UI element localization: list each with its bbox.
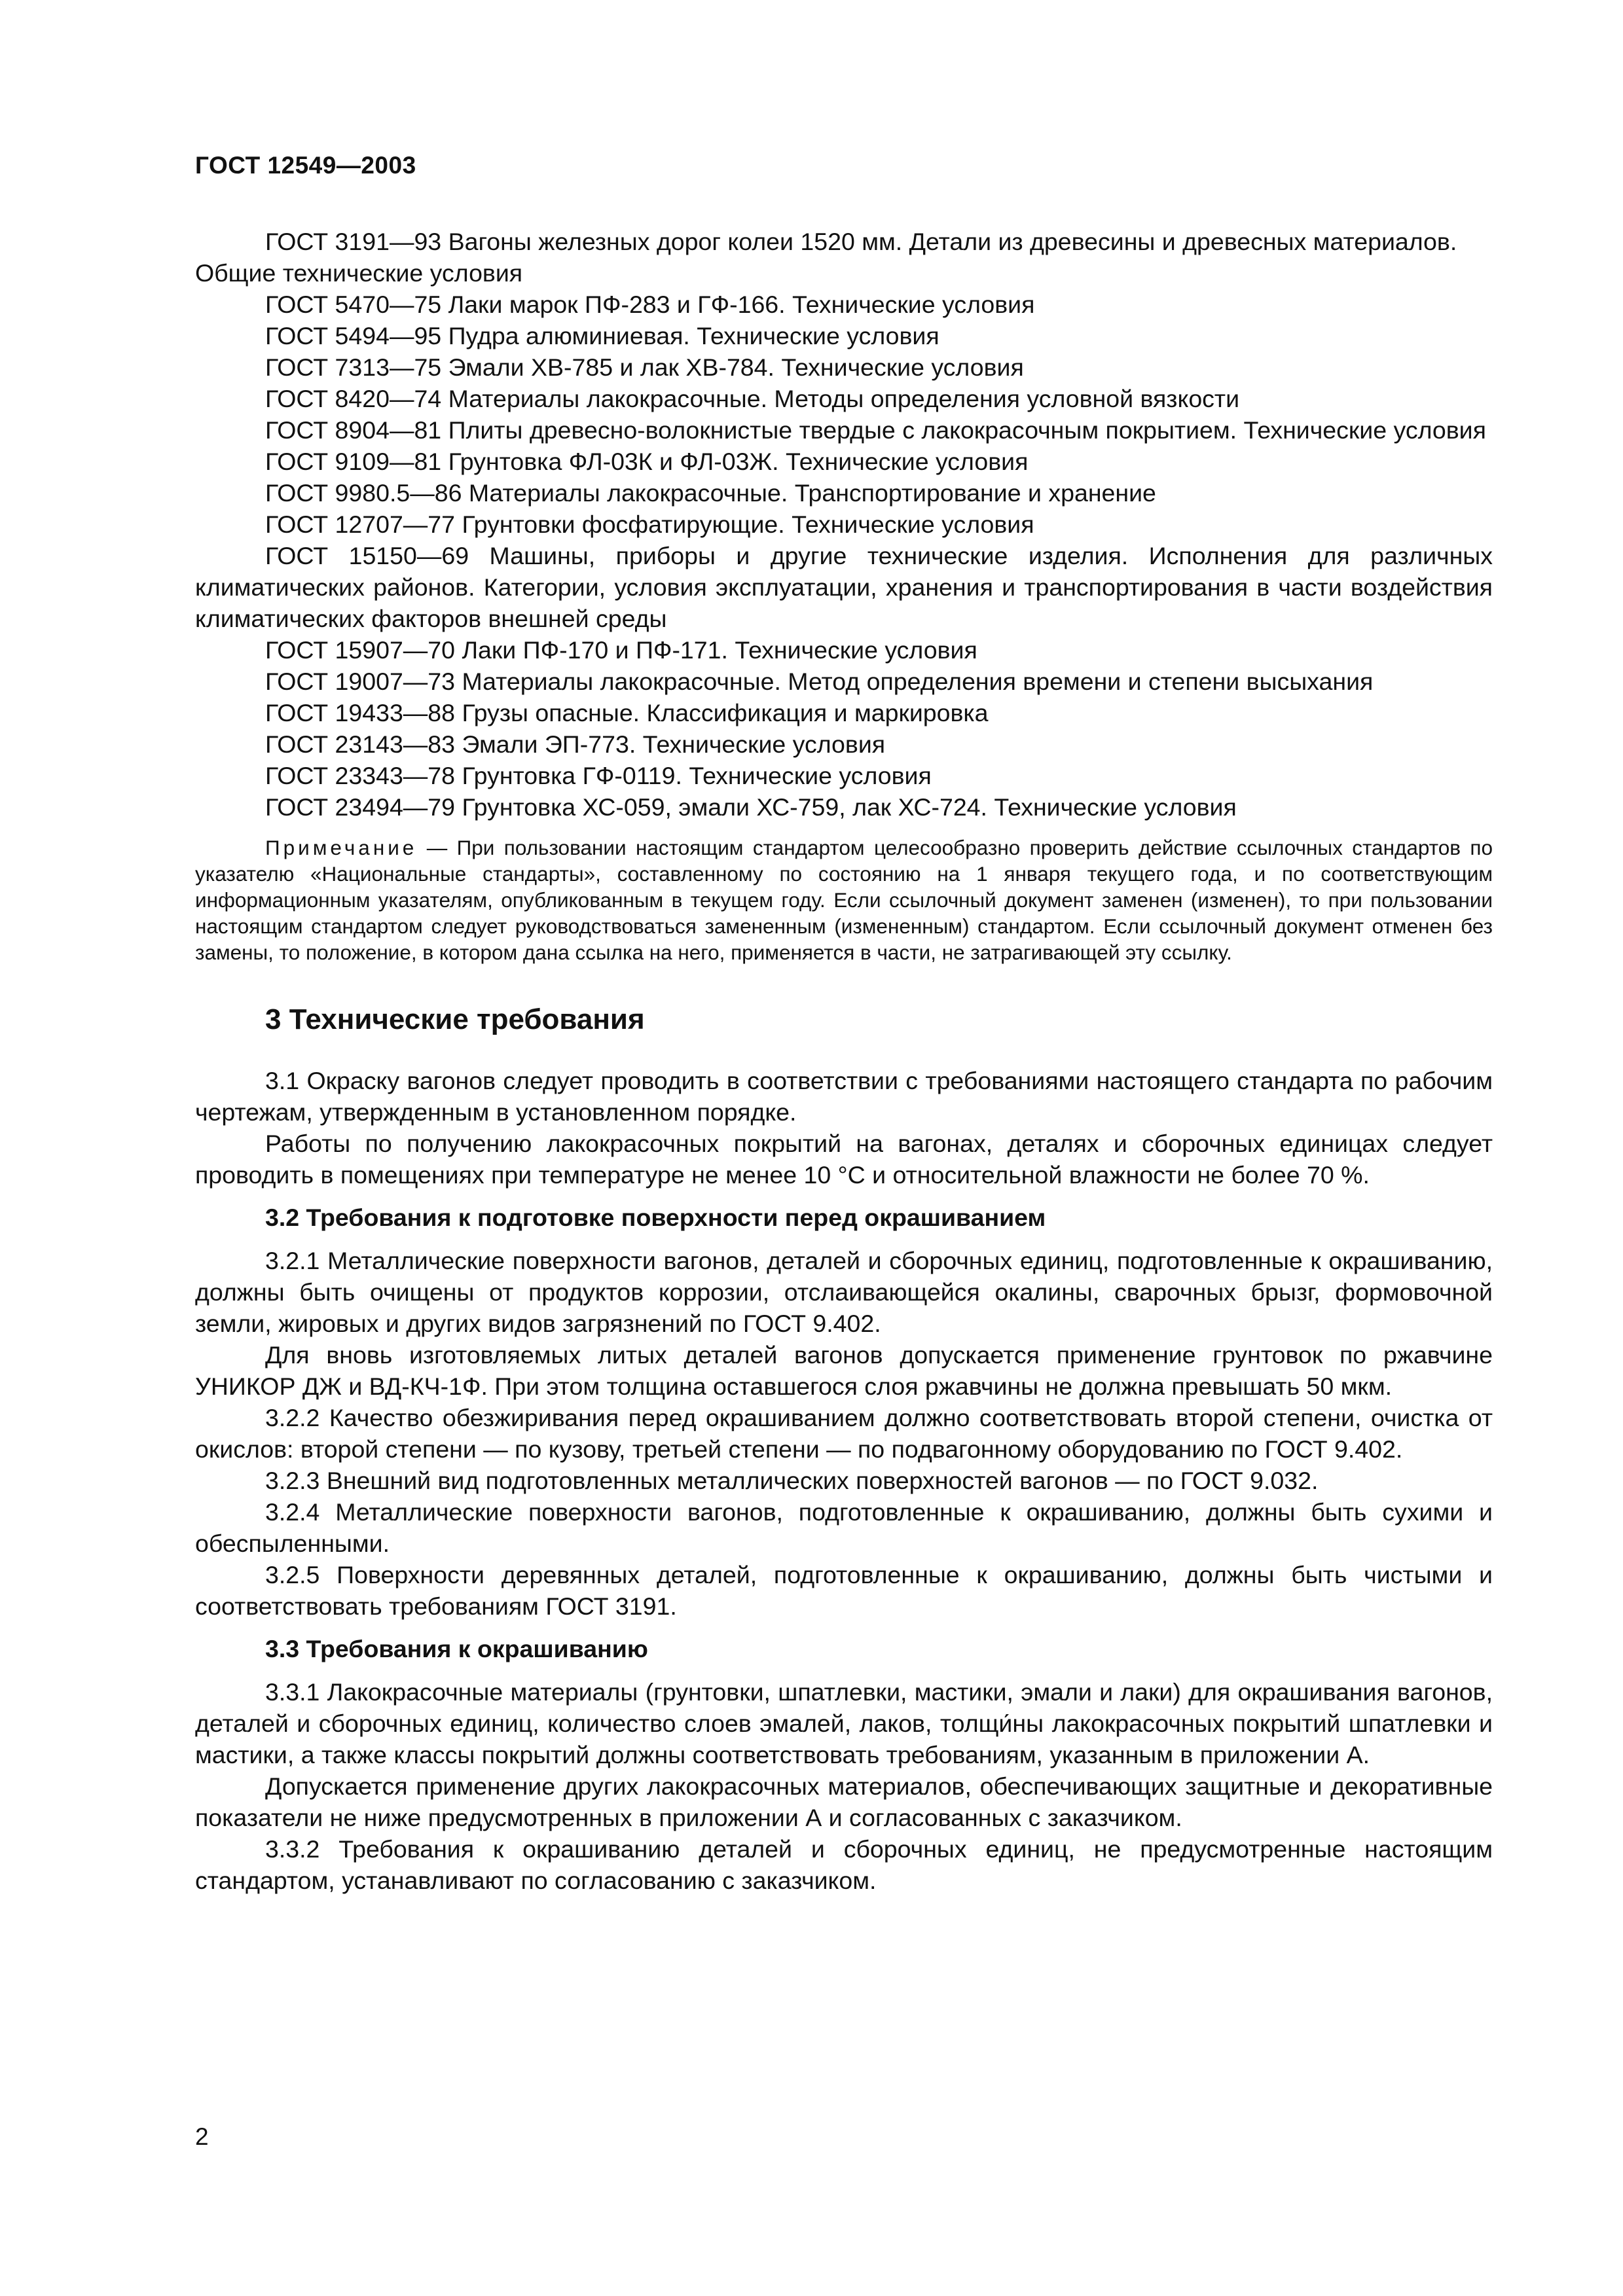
- paragraph: Работы по получению лакокрасочных покрытий на вагонах, деталях и сборочных единицах следует проводить в помещениях при температуре не менее 10 °С и относительной влажности не более 70 %.: [195, 1130, 1493, 1189]
- subsection-title: 3.3 Требования к окрашиванию: [265, 1635, 648, 1662]
- document-number: ГОСТ 12549—2003: [195, 152, 416, 179]
- reference-item: ГОСТ 5494—95 Пудра алюминиевая. Технические условия: [265, 322, 939, 350]
- reference-item: ГОСТ 7313—75 Эмали ХВ-785 и лак ХВ-784. Технические условия: [265, 353, 1024, 381]
- reference-item: ГОСТ 9109—81 Грунтовка ФЛ-03К и ФЛ-03Ж. Технические условия: [265, 448, 1029, 475]
- reference-item: ГОСТ 3191—93 Вагоны железных дорог колеи 1520 мм. Детали из древесины и древесных материалов. Общие технические условия: [195, 228, 1457, 287]
- reference-item: ГОСТ 19433—88 Грузы опасные. Классификация и маркировка: [265, 699, 989, 726]
- reference-item: ГОСТ 15150—69 Машины, приборы и другие технические изделия. Исполнения для различных климатических районов. Категории, условия эксплуатации, хранения и транспортирования в части воздействия климатических факторов внешней среды: [195, 542, 1493, 632]
- reference-item: ГОСТ 12707—77 Грунтовки фосфатирующие. Технические условия: [265, 511, 1034, 538]
- paragraph: Допускается применение других лакокрасочных материалов, обеспечивающих защитные и декоративные показатели не ниже предусмотренных в приложении А и согласованных с заказчиком.: [195, 1772, 1493, 1831]
- references-note: [195, 834, 1493, 965]
- section-title: 3 Технические требования: [265, 1003, 645, 1035]
- document-body: [195, 226, 1493, 1896]
- reference-item: ГОСТ 5470—75 Лаки марок ПФ-283 и ГФ-166. Технические условия: [265, 291, 1035, 318]
- paragraph: 3.2.4 Металлические поверхности вагонов, подготовленные к окрашиванию, должны быть сухими и обеспыленными.: [195, 1498, 1493, 1557]
- subsection-title: 3.2 Требования к подготовке поверхности перед окрашиванием: [265, 1204, 1046, 1231]
- paragraph: 3.2.3 Внешний вид подготовленных металлических поверхностей вагонов — по ГОСТ 9.032.: [265, 1467, 1319, 1494]
- reference-item: ГОСТ 8904—81 Плиты древесно-волокнистые твердые с лакокрасочным покрытием. Технические условия: [265, 416, 1486, 444]
- reference-item: ГОСТ 19007—73 Материалы лакокрасочные. Метод определения времени и степени высыхания: [265, 668, 1374, 695]
- reference-item: ГОСТ 23343—78 Грунтовка ГФ-0119. Технические условия: [265, 762, 932, 789]
- page-number: 2: [195, 2123, 209, 2150]
- note-label: Примечание: [265, 836, 418, 859]
- normative-references-list: [195, 226, 1493, 823]
- reference-item: ГОСТ 8420—74 Материалы лакокрасочные. Методы определения условной вязкости: [265, 385, 1240, 412]
- note-text: — При пользовании настоящим стандартом целесообразно проверить действие ссылочных стандартов по указателю «Национальные стандарты», составленному по состоянию на 1 января текущего года, и по соответствующим информационным указателям, опубликованным в текущем году. Если ссылочный документ заменен (изменен), то при пользовании настоящим стандартом следует руководствоваться замененным (измененным) стандартом. Если ссылочный документ отменен без замены, то положение, в котором дана ссылка на него, применяется в части, не затрагивающей эту ссылку.: [195, 836, 1493, 964]
- paragraph: Для вновь изготовляемых литых деталей вагонов допускается применение грунтовок по ржавчине УНИКОР ДЖ и ВД-КЧ-1Ф. При этом толщина оставшегося слоя ржавчины не должна превышать 50 мкм.: [195, 1341, 1493, 1400]
- reference-item: ГОСТ 15907—70 Лаки ПФ-170 и ПФ-171. Технические условия: [265, 636, 977, 664]
- reference-item: ГОСТ 23143—83 Эмали ЭП-773. Технические условия: [265, 730, 886, 758]
- paragraph: 3.3.2 Требования к окрашиванию деталей и сборочных единиц, не предусмотренные настоящим стандартом, устанавливают по согласованию с заказчиком.: [195, 1835, 1493, 1894]
- paragraph: 3.2.5 Поверхности деревянных деталей, подготовленные к окрашиванию, должны быть чистыми и соответствовать требованиям ГОСТ 3191.: [195, 1561, 1493, 1620]
- paragraph: 3.2.1 Металлические поверхности вагонов, деталей и сборочных единиц, подготовленные к окрашиванию, должны быть очищены от продуктов коррозии, отслаивающейся окалины, сварочных брызг, формовочной земли, жировых и других видов загрязнений по ГОСТ 9.402.: [195, 1247, 1493, 1337]
- reference-item: ГОСТ 9980.5—86 Материалы лакокрасочные. Транспортирование и хранение: [265, 479, 1156, 507]
- note-paragraph: [195, 834, 1493, 965]
- paragraph: 3.2.2 Качество обезжиривания перед окрашиванием должно соответствовать второй степени, очистка от окислов: второй степени — по кузову, третьей степени — по подвагонному оборудованию по ГОСТ 9.402.: [195, 1404, 1493, 1463]
- paragraph: 3.3.1 Лакокрасочные материалы (грунтовки, шпатлевки, мастики, эмали и лаки) для окрашивания вагонов, деталей и сборочных единиц, количество слоев эмалей, лаков, толщи́ны лакокрасочных покрытий шпатлевки и мастики, а также классы покрытий должны соответствовать требованиям, указанным в приложении А.: [195, 1678, 1493, 1768]
- paragraph: 3.1 Окраску вагонов следует проводить в соответствии с требованиями настоящего стандарта по рабочим чертежам, утвержденным в установленном порядке.: [195, 1067, 1493, 1126]
- reference-item: ГОСТ 23494—79 Грунтовка ХС-059, эмали ХС-759, лак ХС-724. Технические условия: [265, 793, 1237, 821]
